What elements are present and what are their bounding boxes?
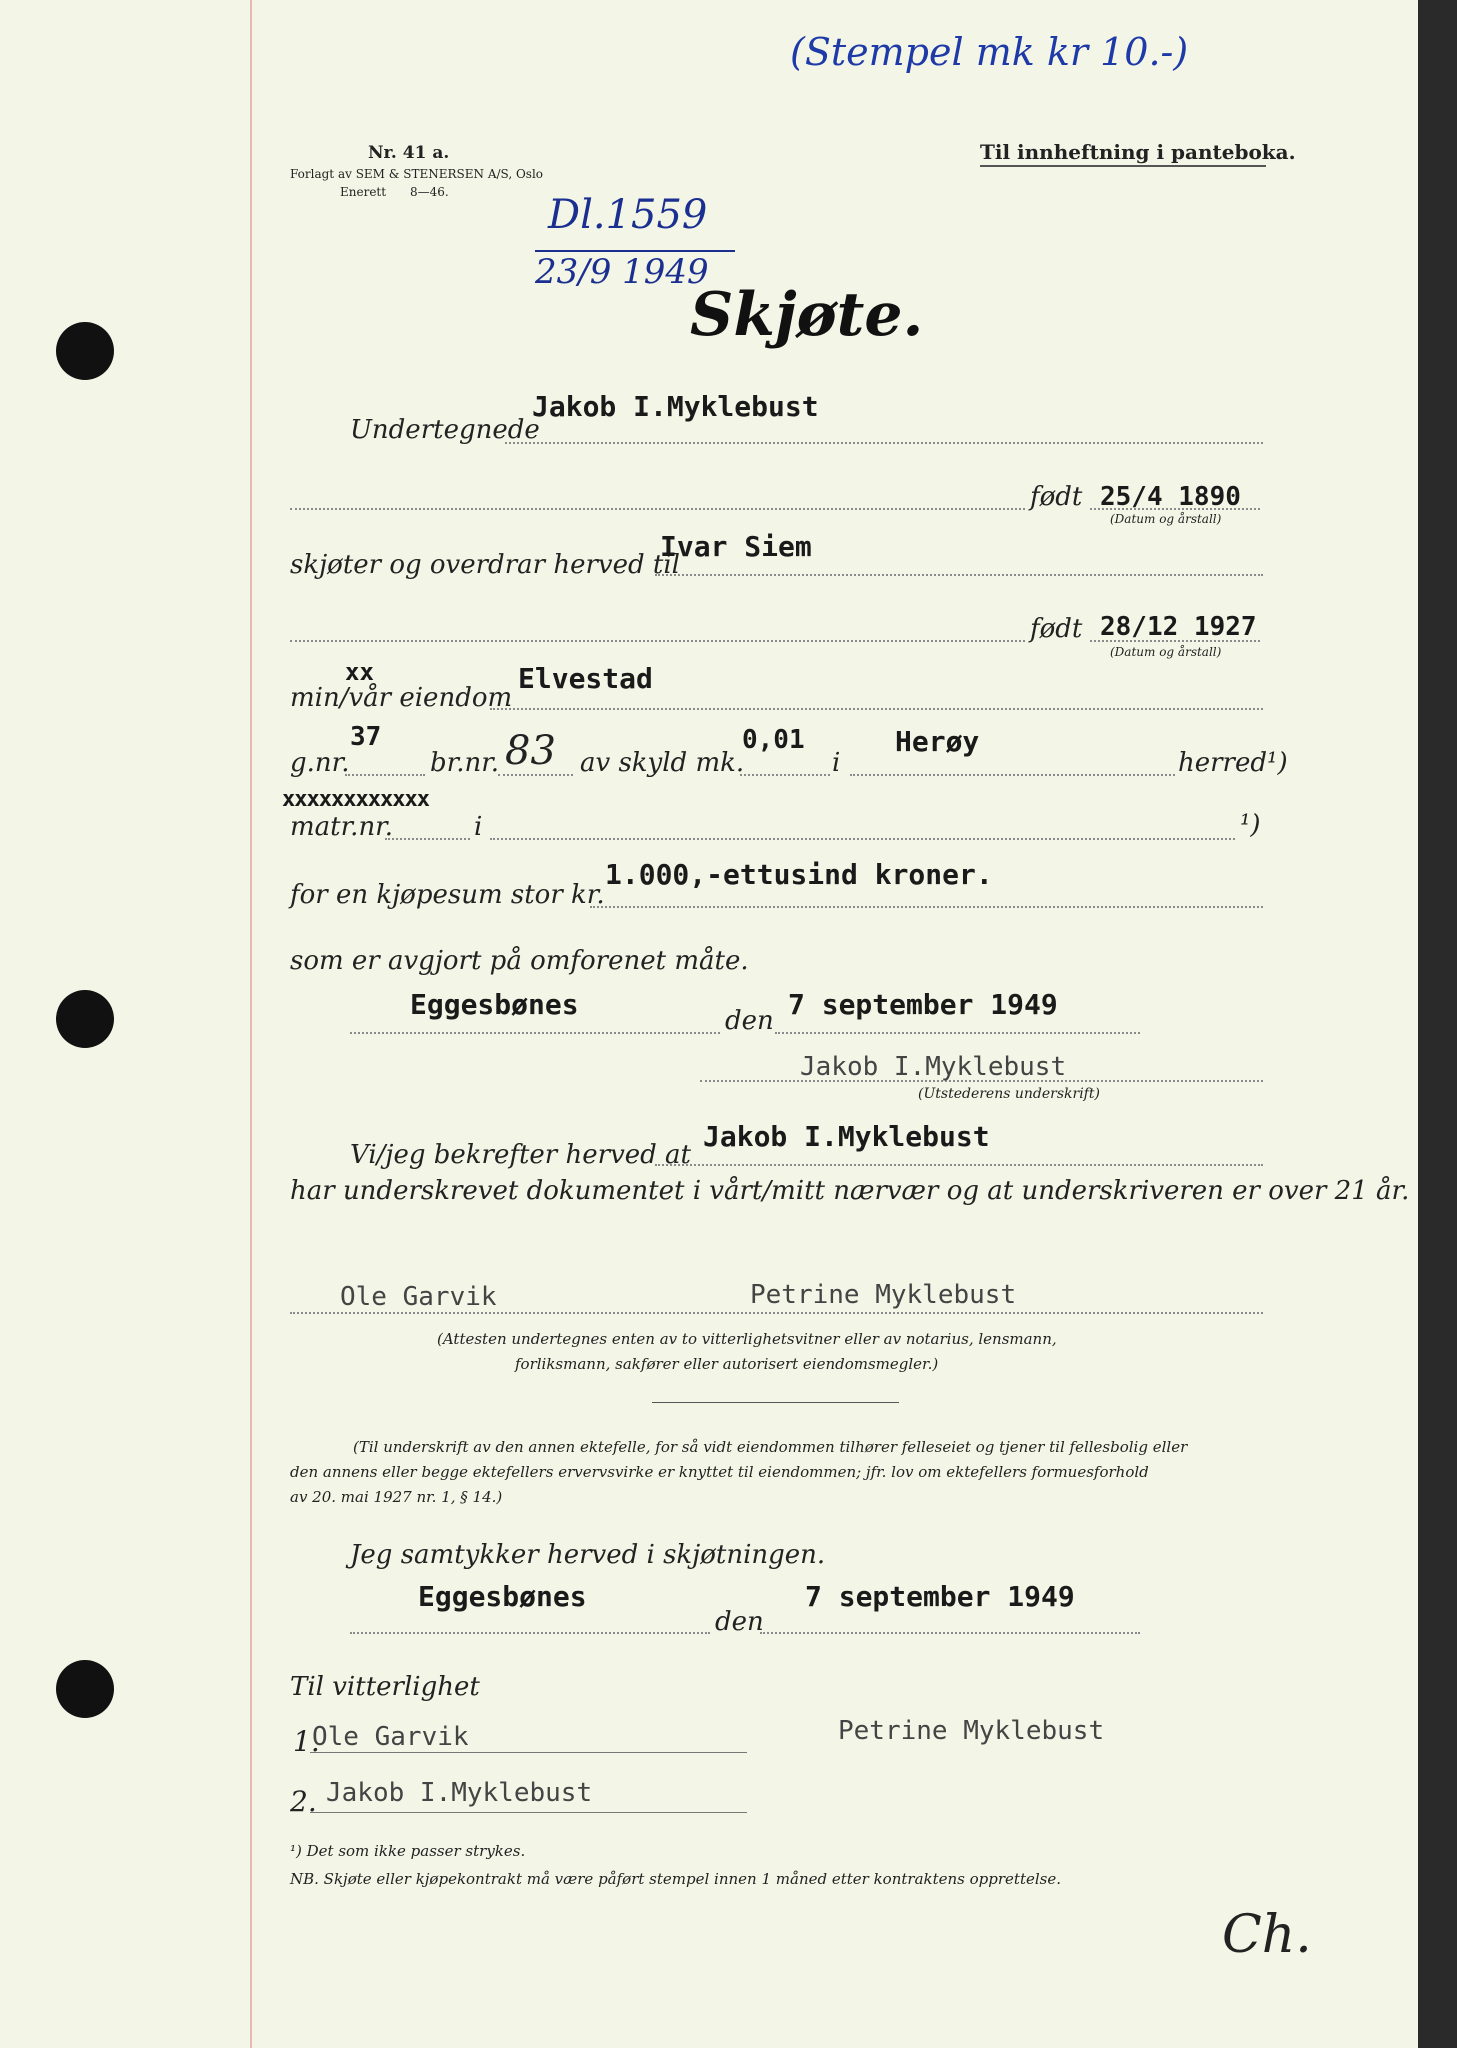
issuer-signature: Jakob I.Myklebust bbox=[800, 1052, 1067, 1082]
fodt-label: født bbox=[1030, 614, 1083, 644]
bekrefter-label: Vi/jeg bekrefter herved at bbox=[350, 1140, 691, 1170]
consent-place: Eggesbønes bbox=[418, 1580, 587, 1613]
spouse-note-3: av 20. mai 1927 nr. 1, § 14.) bbox=[290, 1488, 503, 1506]
dotted-line bbox=[345, 774, 425, 776]
separator bbox=[652, 1402, 899, 1403]
witness-line bbox=[310, 1752, 747, 1753]
skyld-label: av skyld mk. bbox=[580, 748, 745, 778]
property-name: Elvestad bbox=[518, 662, 653, 695]
seller-name: Jakob I.Myklebust bbox=[532, 390, 819, 423]
avgjort-label: som er avgjort på omforenet måte. bbox=[290, 946, 749, 976]
matr-struck: xxxxxxxxxxxx bbox=[282, 787, 429, 812]
stamp-note: (Stempel mk kr 10.-) bbox=[790, 30, 1189, 74]
buyer-name: Ivar Siem bbox=[660, 530, 812, 563]
dotted-line bbox=[290, 1312, 1263, 1314]
form-number: Nr. 41 a. bbox=[368, 143, 450, 163]
datum-note: (Datum og årstall) bbox=[1110, 645, 1222, 659]
eiendom-label: min/vår eiendom bbox=[290, 683, 513, 713]
kjopesum-label: for en kjøpesum stor kr. bbox=[290, 880, 605, 910]
initials: Ch. bbox=[1222, 1905, 1312, 1965]
footnote-2: NB. Skjøte eller kjøpekontrakt må være påført stempel innen 1 måned etter kontraktens opprettelse. bbox=[290, 1870, 1061, 1888]
witness-1: Ole Garvik bbox=[312, 1722, 469, 1752]
buyer-born: 28/12 1927 bbox=[1100, 612, 1257, 642]
underskrevet-text: har underskrevet dokumentet i vårt/mitt nærvær og at underskriveren er over 21 år. bbox=[290, 1176, 1410, 1206]
dotted-line bbox=[850, 774, 1175, 776]
dotted-line bbox=[290, 508, 1025, 510]
registration-date: 23/9 1949 bbox=[535, 252, 709, 292]
skjoter-label: skjøter og overdrar herved til bbox=[290, 550, 680, 580]
herred-value: Herøy bbox=[895, 725, 980, 758]
herred-label: herred¹) bbox=[1178, 748, 1288, 778]
page-title: Skjøte. bbox=[690, 280, 924, 350]
samtykker-label: Jeg samtykker herved i skjøtningen. bbox=[350, 1540, 826, 1570]
consent-date: 7 september 1949 bbox=[805, 1580, 1075, 1613]
matrnr-label: matr.nr. bbox=[290, 812, 394, 842]
enerett: Enerett bbox=[340, 185, 387, 199]
struck-prefix: xx bbox=[345, 658, 374, 686]
punch-hole bbox=[56, 990, 114, 1048]
attested-person: Jakob I.Myklebust bbox=[703, 1120, 990, 1153]
footnote-mark: ¹) bbox=[1240, 810, 1261, 840]
dotted-line bbox=[590, 906, 1263, 908]
spouse-signature: Petrine Myklebust bbox=[838, 1716, 1105, 1746]
registration-rule bbox=[535, 250, 735, 252]
attest-note-1: (Attesten undertegnes enten av to vitterlighetsvitner eller av notarius, lensmann, bbox=[437, 1330, 1057, 1348]
footnote-1: ¹) Det som ikke passer strykes. bbox=[290, 1842, 526, 1860]
spouse-note-1: (Til underskrift av den annen ektefelle, for så vidt eiendommen tilhører felleseiet og tjener til fellesbolig eller bbox=[353, 1438, 1188, 1456]
brnr-label: br.nr. bbox=[430, 748, 500, 778]
gnr-value: 37 bbox=[350, 722, 382, 752]
publisher: Forlagt av SEM & STENERSEN A/S, Oslo bbox=[290, 167, 544, 181]
undertegnede-label: Undertegnede bbox=[350, 415, 540, 445]
place-value: Eggesbønes bbox=[410, 988, 579, 1021]
gnr-label: g.nr. bbox=[290, 748, 350, 778]
dotted-line bbox=[350, 1032, 720, 1034]
registration-number: Dl.1559 bbox=[548, 192, 708, 238]
fodt-label: født bbox=[1030, 482, 1083, 512]
seller-born: 25/4 1890 bbox=[1100, 482, 1241, 512]
den-label: den bbox=[715, 1607, 764, 1637]
vitterlighet-label: Til vitterlighet bbox=[290, 1672, 480, 1702]
witness-b: Petrine Myklebust bbox=[750, 1280, 1017, 1310]
dotted-line bbox=[385, 838, 470, 840]
dotted-line bbox=[490, 838, 1235, 840]
witness-a: Ole Garvik bbox=[340, 1282, 497, 1312]
dotted-line bbox=[655, 574, 1263, 576]
attest-note-2: forliksmann, sakfører eller autorisert eiendomsmegler.) bbox=[515, 1355, 939, 1373]
datum-note: (Datum og årstall) bbox=[1110, 512, 1222, 526]
edition: 8—46. bbox=[410, 185, 449, 199]
utsteder-note: (Utstederens underskrift) bbox=[918, 1086, 1100, 1102]
dotted-line bbox=[498, 774, 573, 776]
skyld-value: 0,01 bbox=[742, 725, 805, 755]
dotted-line bbox=[490, 708, 1263, 710]
dotted-line bbox=[740, 774, 830, 776]
punch-hole bbox=[56, 1660, 114, 1718]
witness-line bbox=[310, 1812, 747, 1813]
i-label: i bbox=[474, 812, 483, 842]
dotted-line bbox=[505, 442, 1263, 444]
dotted-line bbox=[350, 1632, 710, 1634]
header-underline bbox=[980, 165, 1266, 167]
dotted-line bbox=[760, 1632, 1140, 1634]
punch-hole bbox=[56, 322, 114, 380]
dotted-line bbox=[775, 1032, 1140, 1034]
dotted-line bbox=[655, 1164, 1263, 1166]
spouse-note-2: den annens eller begge ektefellers ervervsvirke er knyttet til eiendommen; jfr. lov om ektefellers formuesforhold bbox=[290, 1463, 1149, 1481]
witness-2: Jakob I.Myklebust bbox=[326, 1778, 593, 1808]
i-label: i bbox=[832, 748, 841, 778]
date-value: 7 september 1949 bbox=[788, 988, 1058, 1021]
brnr-value: 83 bbox=[505, 728, 556, 774]
den-label: den bbox=[725, 1006, 774, 1036]
witness-1-number: 1. bbox=[293, 1725, 320, 1758]
header-right: Til innheftning i panteboka. bbox=[980, 140, 1296, 164]
price-value: 1.000,-ettusind kroner. bbox=[605, 858, 993, 891]
witness-2-number: 2. bbox=[290, 1785, 317, 1818]
margin-line bbox=[250, 0, 252, 2048]
dotted-line bbox=[290, 640, 1025, 642]
